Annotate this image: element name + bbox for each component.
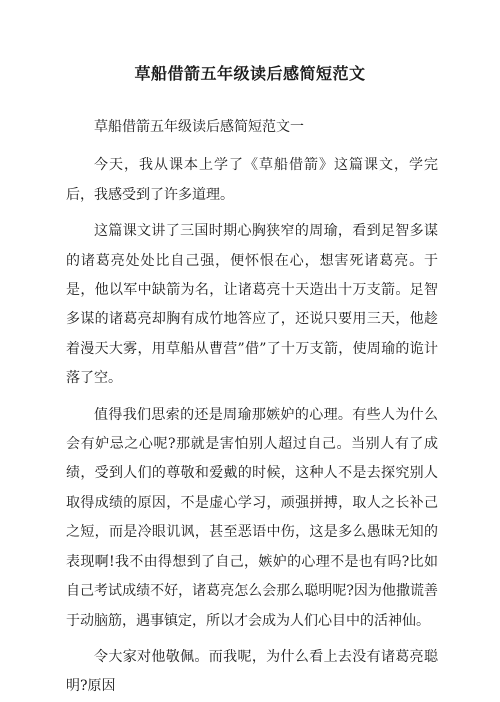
section-subheading: 草船借箭五年级读后感简短范文一 (94, 119, 304, 135)
paragraph-3: 值得我们思索的还是周瑜那嫉妒的心理。有些人为什么会有妒忌之心呢?那就是害怕别人超过自己。当别人有了成绩，受到人们的尊敬和爱戴的时候，这种人不是去探究别人取得成绩的原因，不是虚心学习，顽强拼搏，取人之长补己之短，而是冷眼讥讽，甚至恶语中伤，这是多么愚昧无知的表现啊!我不由得想到了自己，嫉妒的心理不是也有吗?比如自己考试成绩不好，诸葛亮怎么会那么聪明呢?因为他撒谎善于动脑筋，遇事镇定，所以才会成为人们心目中的活神仙。 (66, 406, 438, 629)
document-body (66, 113, 438, 702)
document-title: 草船借箭五年级读后感简短范文 (134, 64, 366, 83)
paragraph-1: 今天，我从课本上学了《草船借箭》这篇课文，学完后，我感受到了许多道理。 (66, 157, 438, 203)
paragraph-4: 令大家对他敬佩。而我呢，为什么看上去没有诸葛亮聪明?原因 (66, 648, 438, 695)
paragraph-2: 这篇课文讲了三国时期心胸狭窄的周瑜，看到足智多谋的诸葛亮处处比自己强，便怀恨在心，想害死诸葛亮。于是，他以军中缺箭为名，让诸葛亮十天造出十万支箭。足智多谋的诸葛亮却胸有成竹地答应了，还说只要用三天，他趁着漫天大雾，用草船从曹营”借”了十万支箭，使周瑜的诡计落了空。 (66, 223, 438, 387)
